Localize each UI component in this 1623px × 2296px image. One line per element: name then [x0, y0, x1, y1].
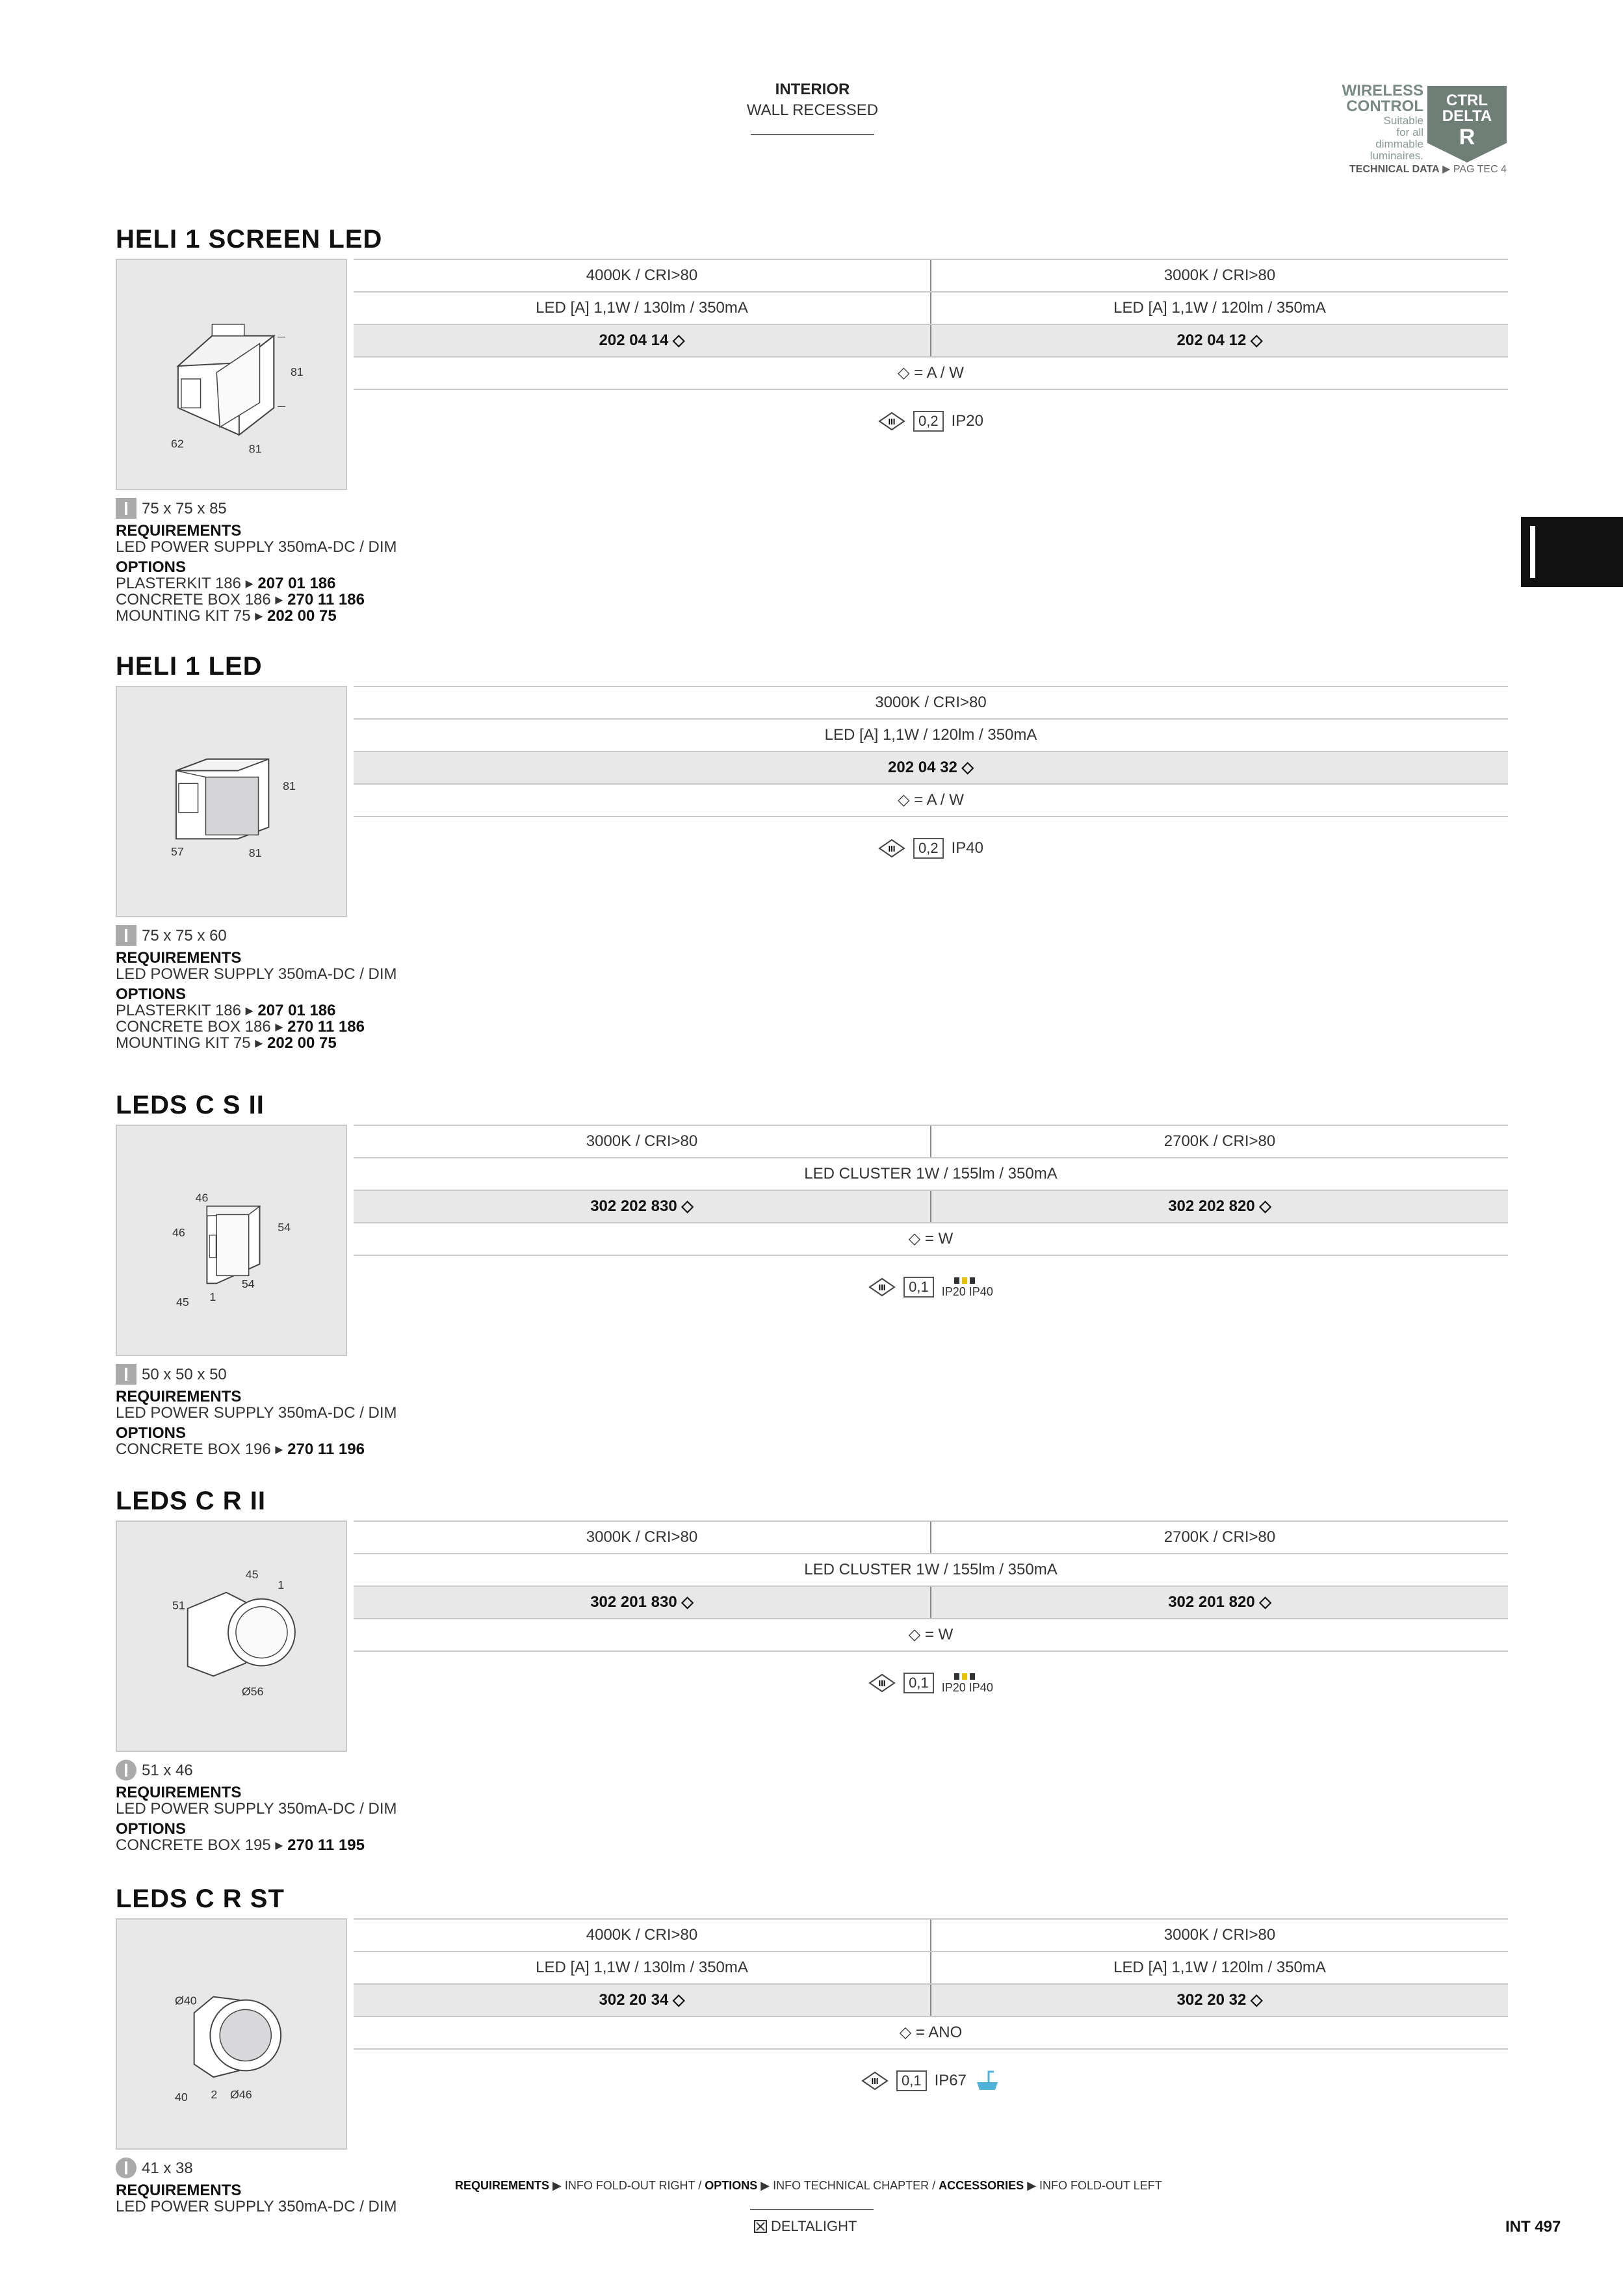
dim-left: 51 [172, 1598, 185, 1612]
spec-table [354, 259, 1508, 452]
techdata-page: PAG TEC 4 [1453, 164, 1507, 175]
article-code-cell: 302 202 830 ◇ [590, 1197, 694, 1215]
article-code: 202 04 12 [1176, 332, 1247, 349]
page-number: INT 497 [1505, 2218, 1561, 2236]
dim-depth: 45 [175, 1295, 189, 1309]
badge-ctrl: CTRL [1446, 92, 1488, 109]
footer-acc-text: INFO FOLD-OUT LEFT [1039, 2179, 1162, 2192]
options-label: OPTIONS [116, 985, 187, 1003]
product-info [116, 1364, 397, 1457]
article-code-cell: 202 04 12 ◇ [930, 325, 1508, 356]
option-code: 270 11 186 [287, 1018, 365, 1036]
wireless-note: Suitable [1383, 114, 1423, 127]
icon-row [354, 817, 1508, 880]
product-section [116, 1487, 1508, 1854]
power-box: 0,1 [903, 1673, 934, 1693]
deltalight-logo [754, 2218, 857, 2235]
option-name: PLASTERKIT 186 [116, 575, 241, 592]
color-temp-cell: 4000K / CRI>80 [586, 267, 698, 284]
led-spec-cell: LED CLUSTER 1W / 155lm / 350mA [804, 1165, 1058, 1182]
techdata-label: TECHNICAL DATA [1349, 164, 1440, 175]
dim-height: 81 [290, 365, 304, 378]
requirements-label: REQUIREMENTS [116, 2182, 242, 2199]
option-code: 207 01 186 [257, 575, 336, 592]
dim-diameter: Ø40 [174, 1994, 197, 2007]
requirements-text: LED POWER SUPPLY 350mA-DC / DIM [116, 965, 397, 983]
power-box: 0,2 [913, 411, 944, 432]
footer-legend: REQUIREMENTS ▶ INFO FOLD-OUT RIGHT / OPTIONS ▶ INFO TECHNICAL CHAPTER / ACCESSORIES ▶ INFO FOLD-OUT LEFT [455, 2179, 1162, 2192]
icon-row [354, 2050, 1508, 2112]
round-recess-size-icon [116, 2158, 136, 2178]
icon-row [354, 390, 1508, 452]
article-code: 302 202 820 [1168, 1197, 1255, 1215]
ip-rating: IP67 [934, 2072, 967, 2089]
requirements-label: REQUIREMENTS [116, 949, 242, 967]
dim-diameter-2: Ø46 [230, 2087, 252, 2101]
requirements-text: LED POWER SUPPLY 350mA-DC / DIM [116, 1404, 397, 1422]
footer-opt-label: OPTIONS [705, 2179, 758, 2192]
color-temp-cell: 3000K / CRI>80 [930, 1920, 1508, 1951]
power-box: 0,2 [913, 838, 944, 859]
product-section [116, 652, 1508, 1052]
led-spec-cell: LED [A] 1,1W / 130lm / 350mA [536, 1959, 748, 1976]
led-spec-cell: LED [A] 1,1W / 120lm / 350mA [930, 1952, 1508, 1983]
wireless-note: dimmable [1375, 138, 1423, 150]
svg-text:III: III [871, 2076, 879, 2086]
options-label: OPTIONS [116, 1424, 187, 1442]
option-code: 202 00 75 [266, 1034, 337, 1052]
icon-row [354, 1652, 1508, 1714]
article-code: 302 202 830 [590, 1197, 677, 1215]
product-info [116, 498, 397, 624]
icon-row [354, 1256, 1508, 1318]
dim-left: 46 [172, 1226, 185, 1240]
product-section [116, 1091, 1508, 1458]
wireless-title: WIRELESS [1342, 82, 1423, 99]
article-code-cell: 202 04 14 ◇ [599, 332, 685, 349]
option-item: CONCRETE BOX 196 ▸ 270 11 196 [116, 1441, 365, 1458]
class-iii-icon [878, 839, 905, 858]
dim-height: 81 [283, 779, 296, 793]
option-item: PLASTERKIT 186 ▸ 207 01 186 [116, 575, 336, 592]
option-item: CONCRETE BOX 195 ▸ 270 11 195 [116, 1836, 365, 1854]
dim-top: 46 [195, 1191, 209, 1205]
requirements-text: LED POWER SUPPLY 350mA-DC / DIM [116, 1800, 397, 1818]
requirements-label: REQUIREMENTS [116, 522, 242, 540]
product-info [116, 1760, 397, 1853]
product-title: LEDS C R II [116, 1487, 266, 1515]
logo-text: DELTALIGHT [771, 2218, 857, 2234]
svg-text:III: III [888, 417, 896, 426]
dim-diameter: Ø56 [241, 1684, 264, 1698]
dim-width: 81 [248, 846, 262, 860]
requirements-label: REQUIREMENTS [116, 1388, 242, 1405]
led-spec-cell: LED [A] 1,1W / 120lm / 350mA [824, 726, 1037, 744]
product-info [116, 2158, 397, 2215]
product-title: HELI 1 LED [116, 652, 263, 681]
color-temp-cell: 2700K / CRI>80 [930, 1522, 1508, 1553]
article-code-cell: 302 201 820 ◇ [930, 1587, 1508, 1618]
product-title: LEDS C R ST [116, 1885, 285, 1913]
dim-thickness: 1 [209, 1290, 216, 1303]
recess-size: 50 x 50 x 50 [142, 1365, 227, 1383]
product-title: LEDS C S II [116, 1091, 265, 1119]
svg-text:III: III [878, 1678, 886, 1688]
glare-icon [954, 1276, 980, 1285]
color-temp-cell: 2700K / CRI>80 [930, 1126, 1508, 1157]
chapter-tab [1521, 517, 1623, 587]
footer-opt-text: INFO TECHNICAL CHAPTER / [773, 2179, 936, 2192]
article-code: 302 20 32 [1176, 1991, 1247, 2009]
product-title: HELI 1 SCREEN LED [116, 225, 383, 254]
option-name: CONCRETE BOX 186 [116, 591, 271, 608]
badge-r: R [1459, 125, 1475, 150]
class-iii-icon [868, 1673, 896, 1693]
footer-req-text: INFO FOLD-OUT RIGHT / [564, 2179, 702, 2192]
option-name: MOUNTING KIT 75 [116, 607, 251, 625]
recess-size-icon [116, 1364, 136, 1385]
article-code: 202 04 32 [888, 759, 957, 776]
footer-divider [750, 2209, 874, 2210]
badge-delta: DELTA [1442, 107, 1492, 125]
dim-depth: 40 [174, 2090, 188, 2104]
product-section [116, 225, 1508, 625]
power-box: 0,1 [896, 2070, 927, 2091]
option-code: 270 11 186 [287, 591, 365, 608]
finish-legend: = ANO [915, 2024, 963, 2041]
finish-cell: ◇ = W [908, 1626, 954, 1643]
finish-cell: ◇ = W [908, 1230, 954, 1247]
product-drawing [116, 259, 347, 490]
spec-table [354, 686, 1508, 880]
color-temp-cell: 3000K / CRI>80 [586, 1528, 698, 1546]
article-code: 302 20 34 [599, 1991, 669, 2009]
option-item: PLASTERKIT 186 ▸ 207 01 186 [116, 1002, 336, 1019]
finish-cell: ◇ = A / W [898, 791, 964, 809]
technical-data-ref: TECHNICAL DATA ▶ PAG TEC 4 [1349, 164, 1507, 175]
subcategory-title: WALL RECESSED [746, 101, 879, 119]
recess-size-icon [116, 925, 136, 946]
requirements-text: LED POWER SUPPLY 350mA-DC / DIM [116, 2198, 397, 2215]
bathroom-zone-icon [974, 2068, 1000, 2094]
ctrl-delta-badge [1427, 86, 1507, 163]
spec-table [354, 1125, 1508, 1318]
article-code-cell: 302 20 34 ◇ [599, 1991, 685, 2009]
article-code: 302 201 830 [590, 1593, 677, 1611]
product-drawing [116, 1520, 347, 1752]
recess-size-icon [116, 498, 136, 519]
options-label: OPTIONS [116, 1820, 187, 1838]
finish-legend: = W [924, 1230, 954, 1247]
color-temp-cell: 3000K / CRI>80 [875, 694, 987, 711]
ip-rating: IP20 [941, 1285, 966, 1298]
article-code-cell: 302 201 830 ◇ [590, 1593, 694, 1611]
option-name: CONCRETE BOX 196 [116, 1441, 271, 1458]
option-code: 207 01 186 [257, 1002, 336, 1019]
requirements-text: LED POWER SUPPLY 350mA-DC / DIM [116, 538, 397, 556]
option-name: CONCRETE BOX 195 [116, 1836, 271, 1854]
article-code-cell: 202 04 32 ◇ [888, 759, 974, 776]
svg-text:III: III [878, 1283, 886, 1292]
page-header [650, 81, 975, 135]
svg-text:III: III [888, 844, 896, 854]
finish-legend: = W [924, 1626, 954, 1643]
finish-cell: ◇ = A / W [898, 364, 964, 382]
recess-size: 51 x 46 [142, 1761, 193, 1779]
option-code: 202 00 75 [266, 607, 337, 625]
footer-acc-label: ACCESSORIES [939, 2179, 1024, 2192]
dim-depth: 57 [171, 845, 184, 859]
dim-thickness: 2 [211, 2087, 218, 2101]
color-temp-cell: 3000K / CRI>80 [930, 260, 1508, 291]
option-item: CONCRETE BOX 186 ▸ 270 11 186 [116, 591, 365, 608]
ip-rating-2: IP40 [968, 1285, 993, 1298]
product-drawing [116, 1918, 347, 2150]
dim-thickness: 1 [278, 1578, 285, 1591]
product-drawing [116, 686, 347, 917]
option-code: 270 11 196 [287, 1441, 365, 1458]
led-spec-cell: LED [A] 1,1W / 130lm / 350mA [536, 299, 748, 317]
power-box: 0,1 [903, 1277, 934, 1298]
finish-cell: ◇ = ANO [899, 2024, 963, 2041]
color-temp-cell: 3000K / CRI>80 [586, 1132, 698, 1150]
recess-size: 75 x 75 x 60 [142, 926, 227, 945]
round-recess-size-icon [116, 1760, 136, 1781]
wireless-note: luminaires. [1370, 150, 1423, 162]
logo-icon [754, 2220, 767, 2233]
ip-rating-2: IP40 [968, 1680, 993, 1694]
recess-size: 75 x 75 x 85 [142, 499, 227, 517]
ip-group [942, 1276, 993, 1299]
dim-top: 45 [245, 1568, 259, 1582]
option-name: MOUNTING KIT 75 [116, 1034, 251, 1052]
spec-table [354, 1520, 1508, 1714]
dim-depth: 62 [171, 437, 184, 450]
category-title: INTERIOR [775, 81, 850, 98]
option-name: CONCRETE BOX 186 [116, 1018, 271, 1036]
ip-rating: IP20 [941, 1680, 966, 1694]
requirements-label: REQUIREMENTS [116, 1784, 242, 1801]
ip-rating: IP20 [951, 412, 983, 430]
class-iii-icon [861, 2071, 889, 2091]
option-item: CONCRETE BOX 186 ▸ 270 11 186 [116, 1018, 365, 1036]
article-code: 302 201 820 [1168, 1593, 1255, 1611]
product-info [116, 925, 397, 1051]
options-label: OPTIONS [116, 558, 187, 576]
control-title: CONTROL [1346, 98, 1423, 115]
finish-legend: = A / W [914, 791, 964, 809]
wireless-note: for all [1396, 126, 1423, 138]
dim-width: 81 [248, 442, 262, 456]
recess-size: 41 x 38 [142, 2159, 193, 2177]
product-drawing [116, 1125, 347, 1356]
class-iii-icon [878, 411, 905, 431]
class-iii-icon [868, 1277, 896, 1297]
ip-rating: IP40 [951, 839, 983, 857]
dim-width: 54 [241, 1277, 255, 1291]
glare-icon [954, 1672, 980, 1681]
option-name: PLASTERKIT 186 [116, 1002, 241, 1019]
led-spec-cell: LED [A] 1,1W / 120lm / 350mA [930, 293, 1508, 324]
option-code: 270 11 195 [287, 1836, 365, 1854]
wireless-control-label [1339, 83, 1423, 161]
article-code: 202 04 14 [599, 332, 669, 349]
spec-table [354, 1918, 1508, 2112]
finish-legend: = A / W [914, 364, 964, 382]
article-code-cell: 302 20 32 ◇ [930, 1985, 1508, 2016]
led-spec-cell: LED CLUSTER 1W / 155lm / 350mA [804, 1561, 1058, 1578]
dim-height: 54 [278, 1221, 291, 1234]
header-divider [751, 134, 874, 135]
article-code-cell: 302 202 820 ◇ [930, 1191, 1508, 1222]
color-temp-cell: 4000K / CRI>80 [586, 1926, 698, 1944]
option-item: MOUNTING KIT 75 ▸ 202 00 75 [116, 1034, 337, 1052]
ip-group [942, 1672, 993, 1695]
footer-req-label: REQUIREMENTS [455, 2179, 550, 2192]
option-item: MOUNTING KIT 75 ▸ 202 00 75 [116, 607, 337, 625]
